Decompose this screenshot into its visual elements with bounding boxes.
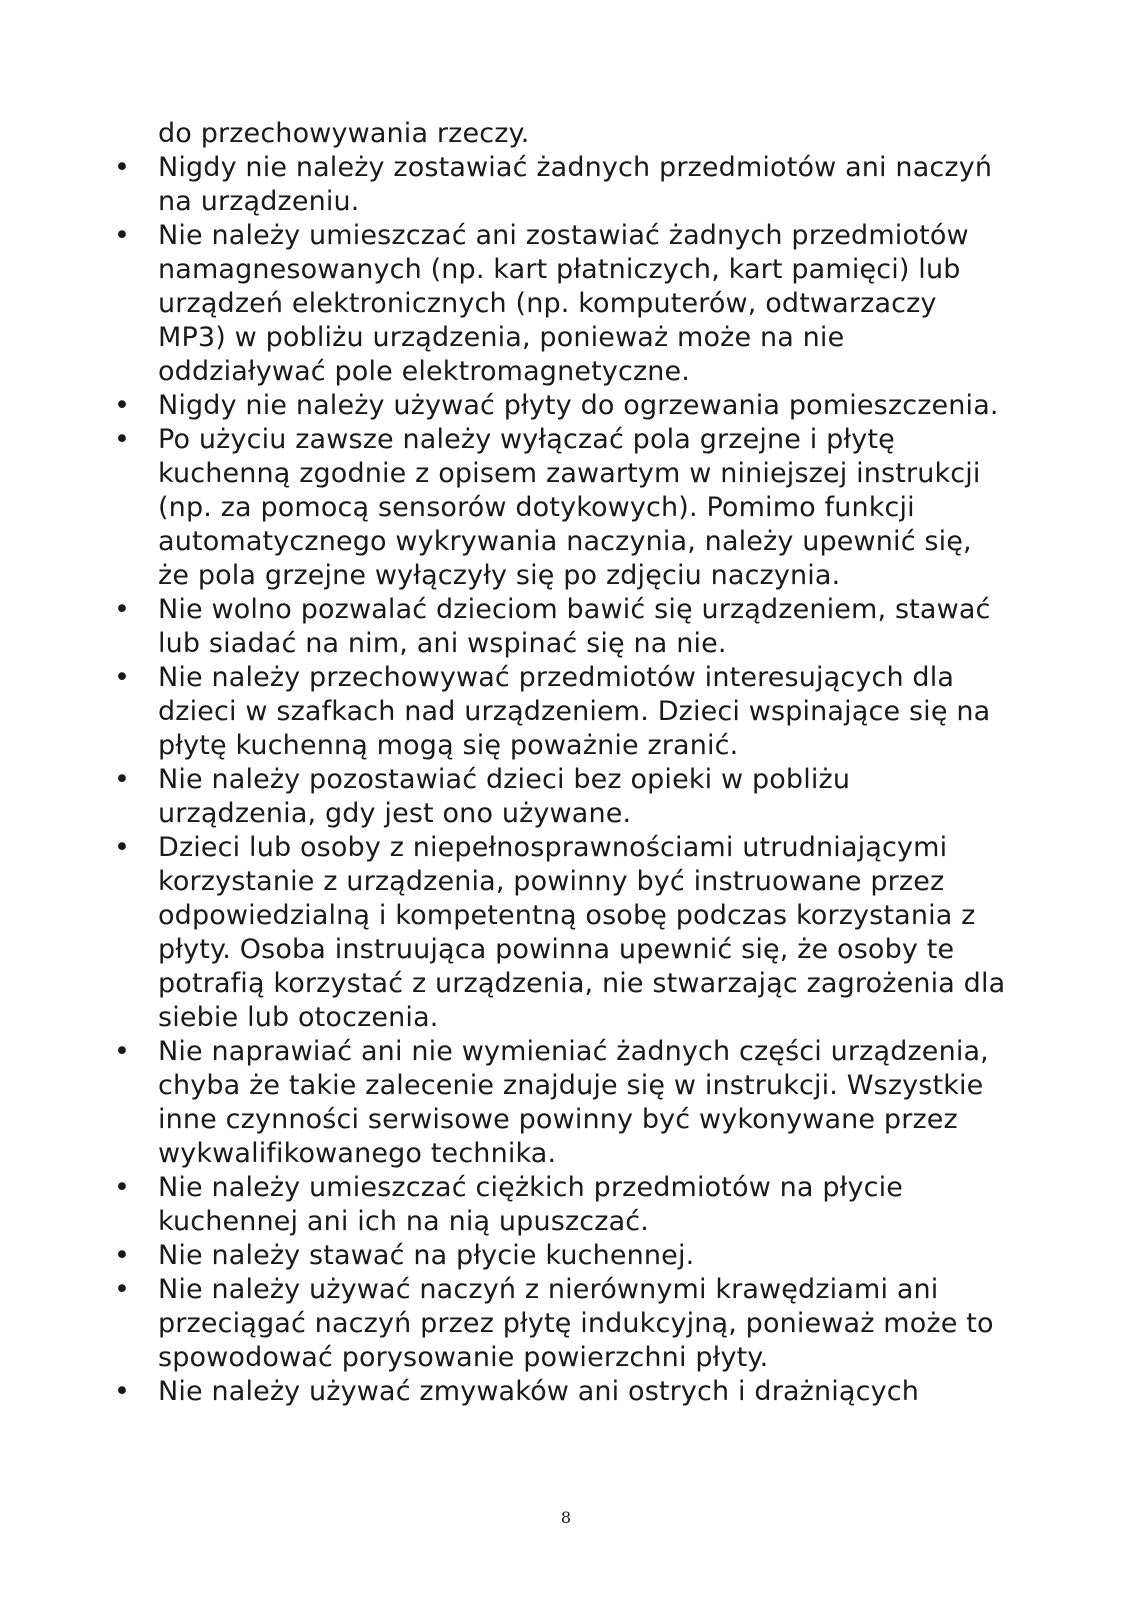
bullet-item <box>110 389 1010 423</box>
bullet-text: Nie należy przechowywać przedmiotów interesujących dla dzieci w szafkach nad urządzeniem. Dzieci wspinające się na płytę kuchenną mogą się poważnie zranić. <box>158 662 991 761</box>
bullet-marker: • <box>114 1036 131 1067</box>
bullet-marker: • <box>114 152 131 183</box>
bullet-item <box>110 1273 1010 1375</box>
bullet-text: Nigdy nie należy używać płyty do ogrzewania pomieszczenia. <box>158 390 999 421</box>
bullet-item <box>110 423 1010 593</box>
bullet-marker: • <box>114 832 131 863</box>
bullet-text: Nie wolno pozwalać dzieciom bawić się urządzeniem, stawać lub siadać na nim, ani wspinać się na nie. <box>158 594 991 659</box>
bullet-text: Nie należy używać zmywaków ani ostrych i drażniących <box>158 1376 919 1407</box>
bullet-item <box>110 1171 1010 1239</box>
bullet-text: Nie należy stawać na płycie kuchennej. <box>158 1240 695 1271</box>
bullet-marker: • <box>114 594 131 625</box>
bullet-text: Nie naprawiać ani nie wymieniać żadnych części urządzenia, chyba że takie zalecenie znajduje się w instrukcji. Wszystkie inne czynności serwisowe powinny być wykonywane przez wykwalifikowanego technika. <box>158 1036 989 1169</box>
bullet-item <box>110 1375 1010 1409</box>
continuation-text: do przechowywania rzeczy. <box>158 118 530 149</box>
bullet-item <box>110 593 1010 661</box>
bullet-text: Nie należy umieszczać ciężkich przedmiotów na płycie kuchennej ani ich na nią upuszczać. <box>158 1172 903 1237</box>
bullet-marker: • <box>114 1172 131 1203</box>
bullet-text: Po użyciu zawsze należy wyłączać pola grzejne i płytę kuchenną zgodnie z opisem zawartym w niniejszej instrukcji (np. za pomocą sensorów dotykowych). Pomimo funkcji automatycznego wykrywania naczynia, należy upewnić się, że pola grzejne wyłączyły się po zdjęciu naczynia. <box>158 424 981 591</box>
bullet-marker: • <box>114 662 131 693</box>
page-number: 8 <box>560 1508 572 1527</box>
bullet-marker: • <box>114 220 131 251</box>
page-body <box>110 117 1010 1409</box>
bullet-text: Nie należy używać naczyń z nierównymi krawędziami ani przeciągać naczyń przez płytę indukcyjną, ponieważ może to spowodować porysowanie powierzchni płyty. <box>158 1274 994 1373</box>
bullet-text: Nie należy pozostawiać dzieci bez opieki w pobliżu urządzenia, gdy jest ono używane. <box>158 764 851 829</box>
bullet-item <box>110 1035 1010 1171</box>
bullet-text: Dzieci lub osoby z niepełnosprawnościami utrudniającymi korzystanie z urządzenia, powinny być instruowane przez odpowiedzialną i kompetentną osobę podczas korzystania z płyty. Osoba instruująca powinna upewnić się, że osoby te potrafią korzystać z urządzenia, nie stwarzając zagrożenia dla siebie lub otoczenia. <box>158 832 1006 1033</box>
bullet-item <box>110 151 1010 219</box>
bullet-item <box>110 1239 1010 1273</box>
bullet-item <box>110 831 1010 1035</box>
bullet-text: Nigdy nie należy zostawiać żadnych przedmiotów ani naczyń na urządzeniu. <box>158 152 993 217</box>
bullet-marker: • <box>114 1274 131 1305</box>
bullet-item <box>110 219 1010 389</box>
safety-bullet-list <box>110 151 1010 1409</box>
bullet-marker: • <box>114 390 131 421</box>
bullet-item <box>110 763 1010 831</box>
bullet-marker: • <box>114 424 131 455</box>
bullet-marker: • <box>114 764 131 795</box>
bullet-text: Nie należy umieszczać ani zostawiać żadnych przedmiotów namagnesowanych (np. kart płatniczych, kart pamięci) lub urządzeń elektronicznych (np. komputerów, odtwarzaczy MP3) w pobliżu urządzenia, ponieważ może na nie oddziaływać pole elektromagnetyczne. <box>158 220 969 387</box>
bullet-marker: • <box>114 1240 131 1271</box>
bullet-marker: • <box>114 1376 131 1407</box>
bullet-item <box>110 661 1010 763</box>
